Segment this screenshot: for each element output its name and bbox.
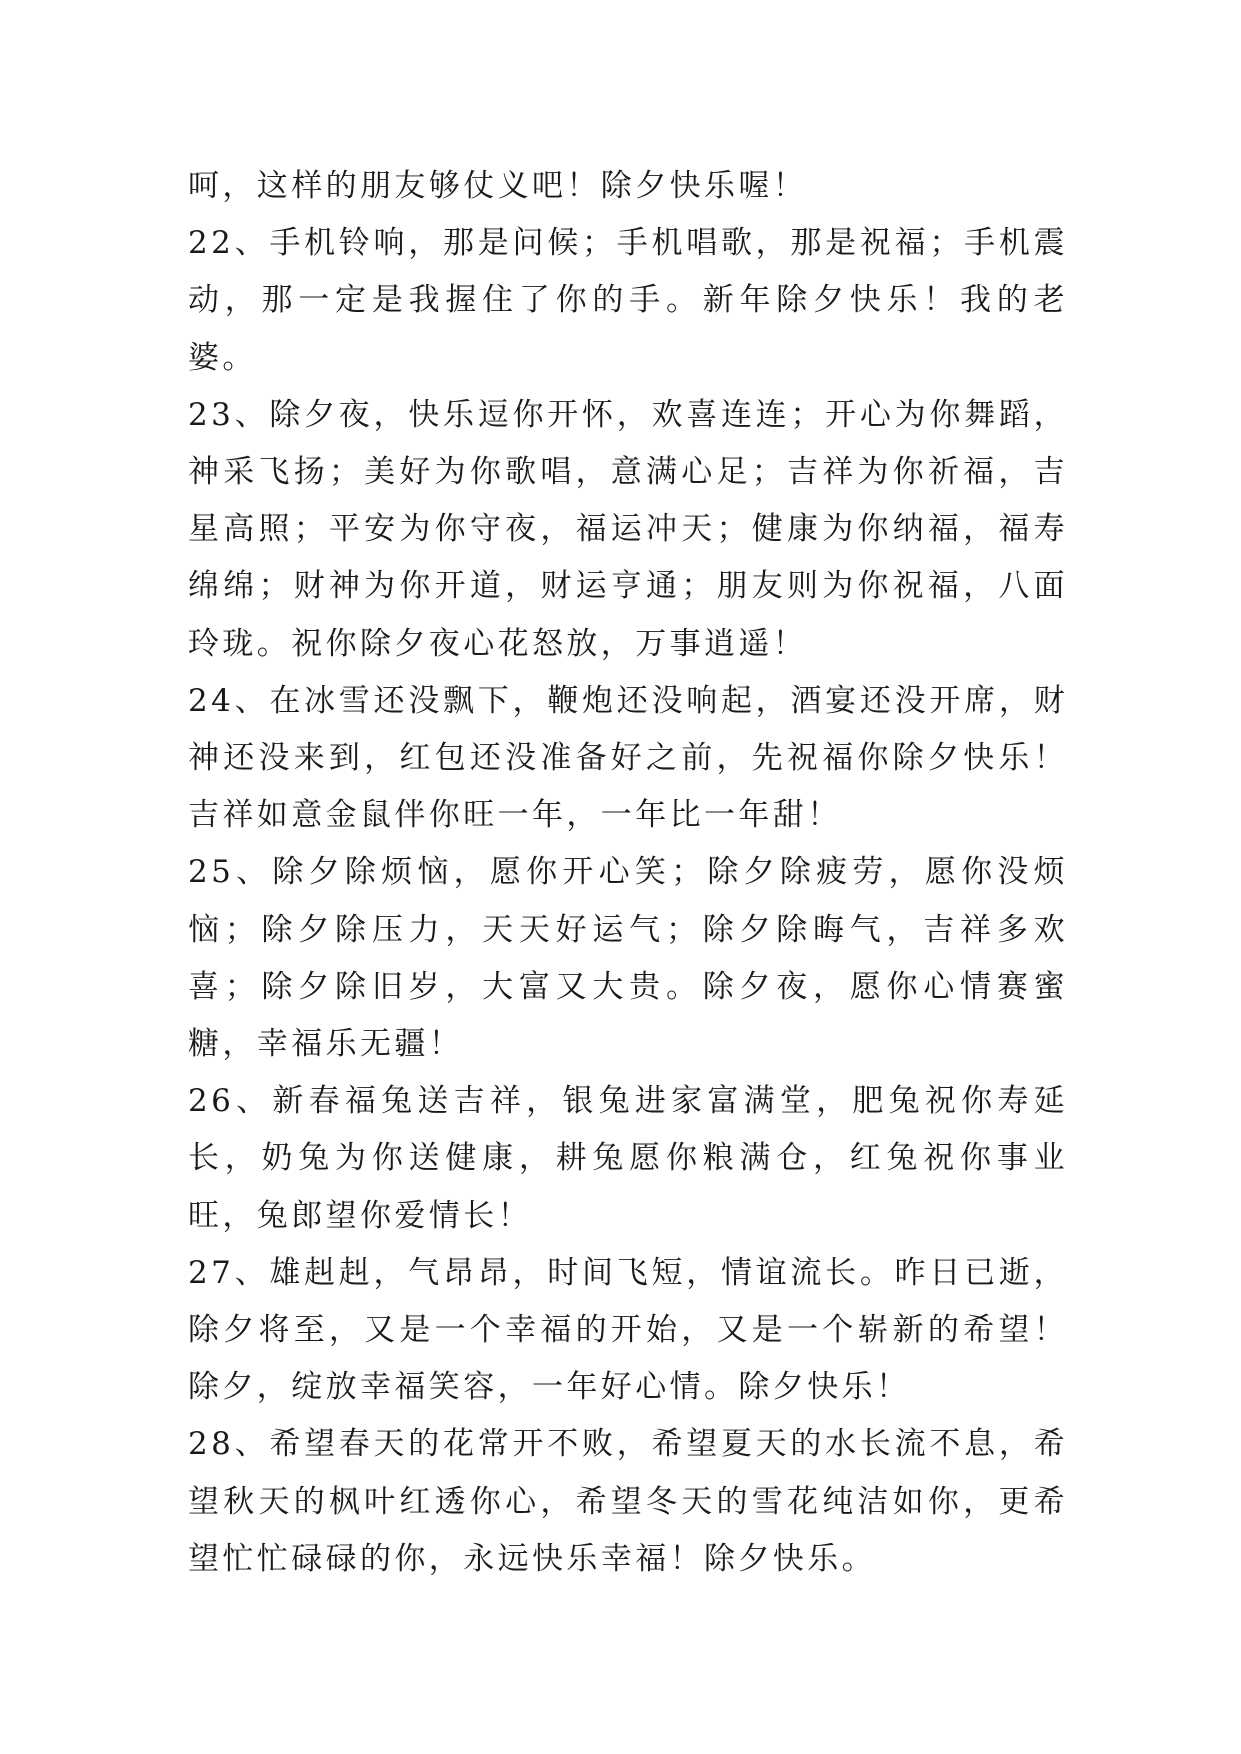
paragraph-item-23: 23、除夕夜，快乐逗你开怀，欢喜连连；开心为你舞蹈，神采飞扬；美好为你歌唱，意满心足；吉祥为你祈福，吉星高照；平安为你守夜，福运冲天；健康为你纳福，福寿绵绵；财神为你开道，财运亨通；朋友则为你祝福，八面玲珑。祝你除夕夜心花怒放，万事逍遥！	[188, 396, 1068, 662]
paragraph-item-24: 24、在冰雪还没飘下，鞭炮还没响起，酒宴还没开席，财神还没来到，红包还没准备好之前，先祝福你除夕快乐！吉祥如意金鼠伴你旺一年，一年比一年甜！	[188, 682, 1068, 834]
paragraph-item-26: 26、新春福兔送吉祥，银兔进家富满堂，肥兔祝你寿延长，奶兔为你送健康，耕兔愿你粮满仓，红兔祝你事业旺，兔郎望你爱情长！	[188, 1083, 1068, 1234]
paragraph-continuation: 呵，这样的朋友够仗义吧！除夕快乐喔！	[188, 168, 808, 204]
paragraph-item-25: 25、除夕除烦恼，愿你开心笑；除夕除疲劳，愿你没烦恼；除夕除压力，天天好运气；除夕除晦气，吉祥多欢喜；除夕除旧岁，大富又大贵。除夕夜，愿你心情赛蜜糖，幸福乐无疆！	[188, 854, 1068, 1063]
document-body	[188, 158, 1068, 1588]
paragraph-item-27: 27、雄赳赳，气昂昂，时间飞短，情谊流长。昨日已逝，除夕将至，又是一个幸福的开始，又是一个崭新的希望！除夕，绽放幸福笑容，一年好心情。除夕快乐！	[188, 1254, 1068, 1406]
paragraph-item-22: 22、手机铃响，那是问候；手机唱歌，那是祝福；手机震动，那一定是我握住了你的手。新年除夕快乐！我的老婆。	[188, 225, 1068, 376]
paragraph-item-28: 28、希望春天的花常开不败，希望夏天的水长流不息，希望秋天的枫叶红透你心，希望冬天的雪花纯洁如你，更希望忙忙碌碌的你，永远快乐幸福！除夕快乐。	[188, 1426, 1068, 1577]
